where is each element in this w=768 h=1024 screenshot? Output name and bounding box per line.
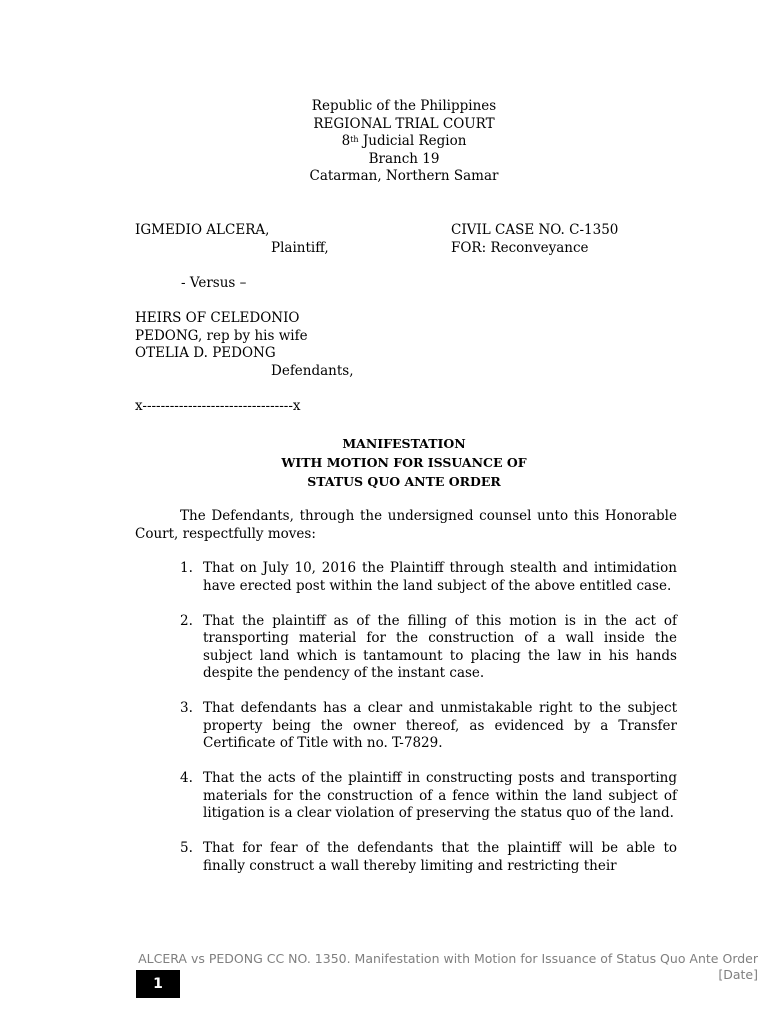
case-number: CIVIL CASE NO. C-1350 bbox=[451, 222, 619, 238]
list-item: 5. That for fear of the defendants that the plaintiff will be able to finally construct a wall thereby limiting and restricting their bbox=[180, 840, 677, 874]
footer-date: [Date] bbox=[718, 967, 758, 982]
location-line: Catarman, Northern Samar bbox=[309, 168, 499, 184]
page-footer bbox=[138, 951, 758, 983]
title-line-1: MANIFESTATION bbox=[342, 436, 466, 451]
court-name: REGIONAL TRIAL COURT bbox=[313, 115, 495, 132]
list-item: 1. That on July 10, 2016 the Plaintiff through stealth and intimidation have erected post within the land subject of the above entitled case. bbox=[180, 560, 677, 594]
judicial-region: 8th Judicial Region bbox=[341, 133, 467, 149]
footer-title: ALCERA vs PEDONG CC NO. 1350. Manifestation with Motion for Issuance of Status Quo Ante Order bbox=[138, 951, 758, 966]
plaintiff-role: Plaintiff, bbox=[271, 240, 329, 256]
page-number: 1 bbox=[136, 970, 180, 998]
defendants-role: Defendants, bbox=[271, 363, 354, 379]
plaintiff-name: IGMEDIO ALCERA, bbox=[135, 222, 270, 238]
list-item: 3. That defendants has a clear and unmistakable right to the subject property being the owner thereof, as evidenced by a Transfer Certificate of Title with no. T-7829. bbox=[180, 700, 677, 751]
branch-line: Branch 19 bbox=[368, 150, 440, 167]
caption-separator: x---------------------------------x bbox=[135, 398, 301, 414]
title-line-2: WITH MOTION FOR ISSUANCE OF bbox=[281, 455, 527, 470]
intro-paragraph: The Defendants, through the undersigned counsel unto this Honorable Court, respectfully moves: bbox=[135, 508, 677, 542]
document-title bbox=[0, 434, 768, 491]
list-item: 4. That the acts of the plaintiff in constructing posts and transporting materials for the construction of a fence within the land subject of litigation is a clear violation of preserving the status quo of the land. bbox=[180, 770, 677, 821]
court-header bbox=[0, 98, 768, 186]
defendants-line-3: OTELIA D. PEDONG bbox=[135, 345, 276, 361]
numbered-list bbox=[135, 560, 677, 893]
defendants-line-2: PEDONG, rep by his wife bbox=[135, 328, 308, 344]
versus-line: - Versus – bbox=[181, 275, 247, 291]
title-line-3: STATUS QUO ANTE ORDER bbox=[307, 474, 501, 489]
republic-line: Republic of the Philippines bbox=[311, 98, 497, 114]
list-item: 2. That the plaintiff as of the filling of this motion is in the act of transporting material for the construction of a wall inside the subject land which is tantamount to placing the law in his hands despite the pendency of the instant case. bbox=[180, 612, 677, 681]
case-nature: FOR: Reconveyance bbox=[451, 240, 589, 256]
defendants-line-1: HEIRS OF CELEDONIO bbox=[135, 310, 300, 326]
